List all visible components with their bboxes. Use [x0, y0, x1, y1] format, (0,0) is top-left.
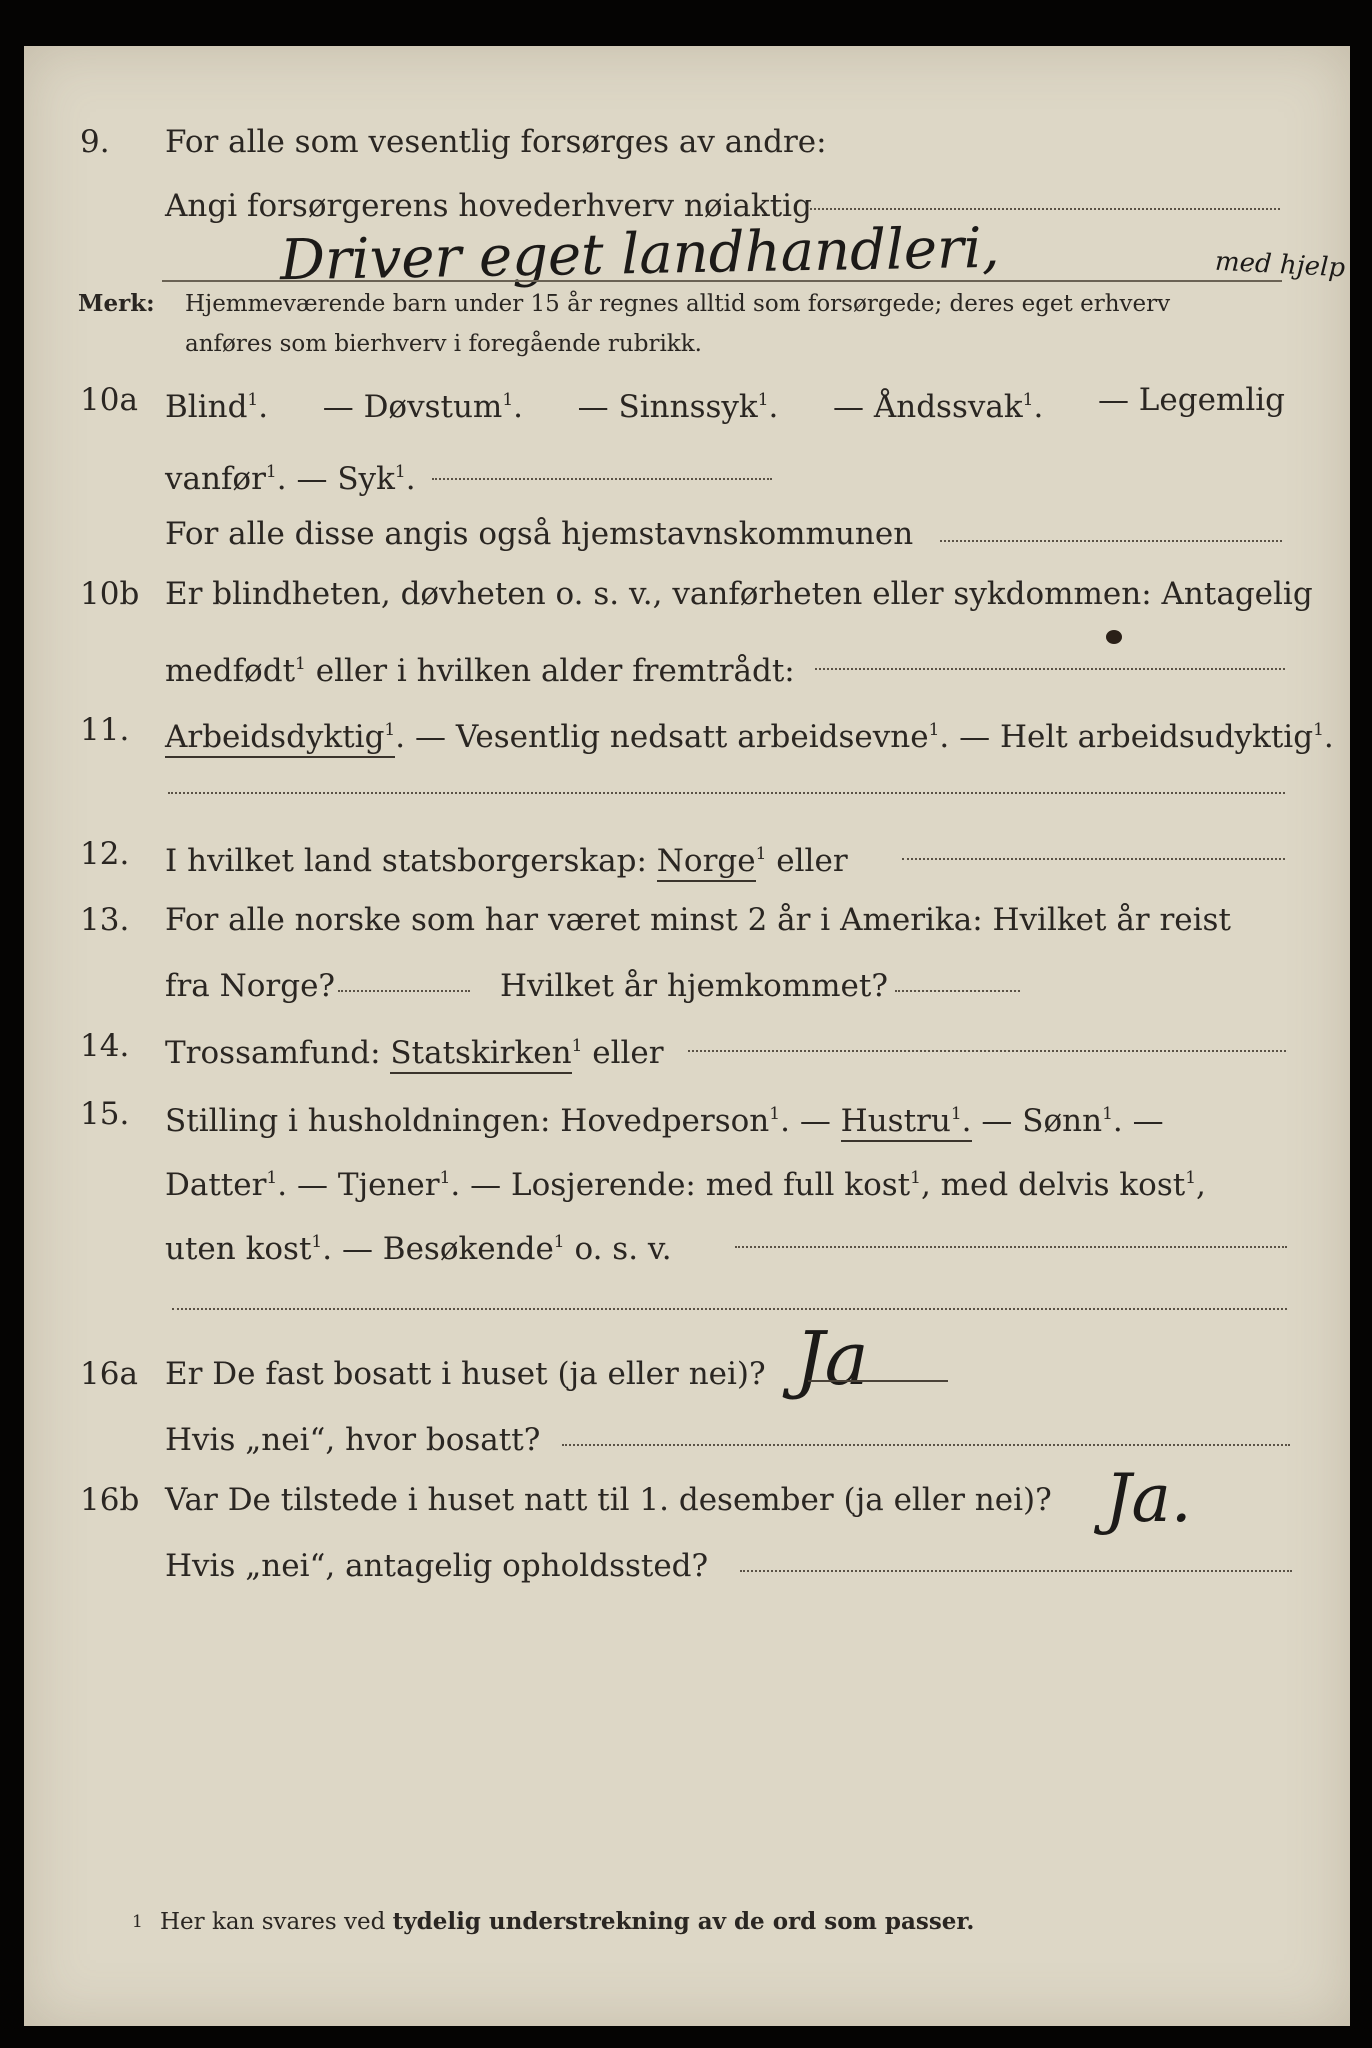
q11-leader [168, 792, 1285, 794]
merk-label: Merk: [78, 290, 155, 317]
q16a-line1 [0, 1346, 1372, 1402]
q15-hustru-underlined[interactable]: Hustru$^1$. [841, 1103, 972, 1142]
q10a-legemlig[interactable]: — Legemlig [1097, 382, 1285, 418]
q10a-hjemstavn: For alle disse angis også hjemstavnskommunen [165, 516, 914, 552]
q15-text-2: Datter$^1$. — Tjener$^1$. — Losjerende: med full kost$^1$, med delvis kost$^1$, [165, 1167, 1206, 1203]
q10b-text: Er blindheten, døvheten o. s. v., vanførheten eller sykdommen: Antagelig [165, 576, 1313, 612]
q10b-medfodt[interactable]: medfødt$^1$ eller i hvilken alder fremtrådt: [165, 653, 795, 689]
q9-answer-line [162, 280, 1282, 282]
q9-handwritten-extra[interactable]: med hjelp [1214, 246, 1346, 284]
merk-text-1: Hjemmeværende barn under 15 år regnes alltid som forsørgede; deres eget erhverv [185, 291, 1171, 317]
q12-line [0, 826, 1372, 882]
q15-line2 [0, 1150, 1372, 1206]
q10a-andssvak[interactable]: — Åndssvak$^1$. [833, 389, 1044, 425]
q10b-line2 [0, 636, 1372, 692]
q14-statskirken-underlined[interactable]: Statskirken [390, 1035, 571, 1074]
q15-leader-1 [735, 1246, 1287, 1248]
q15-text-1: Stilling i husholdningen: Hovedperson$^1$. — Hustru$^1$. — Sønn$^1$. — [165, 1086, 1164, 1149]
q14-line [0, 1018, 1372, 1074]
q16a-text: Er De fast bosatt i huset (ja eller nei)? [165, 1356, 766, 1392]
q16a-handwritten-answer[interactable]: Ja [795, 1316, 869, 1402]
q9-text: For alle som vesentlig forsørges av andre: [165, 124, 827, 160]
q10b-leader [815, 668, 1285, 670]
q15-text-3: uten kost$^1$. — Besøkende$^1$ o. s. v. [165, 1231, 672, 1267]
q11-options: Arbeidsdyktig$^1$. — Vesentlig nedsatt arbeidsevne$^1$. — Helt arbeidsudyktig$^1$. [165, 702, 1334, 765]
q10a-dovstum[interactable]: — Døvstum$^1$. [322, 389, 524, 425]
q10a-vanfor-syk[interactable]: vanfør$^1$. — Syk$^1$. [165, 461, 416, 497]
footnote-mark: 1 [132, 1912, 143, 1932]
q9-handwritten-answer[interactable]: Driver eget landhandleri, [279, 215, 1000, 294]
q16a-answer-line [808, 1380, 948, 1382]
q10b-number: 10b [80, 576, 140, 612]
q14-text: Trossamfund: Statskirken$^1$ eller [165, 1018, 664, 1081]
footnote-text: Her kan svares ved tydelig understrekning av de ord som passer. [160, 1908, 975, 1935]
q16b-opholdssted: Hvis „nei“, antagelig opholdssted? [165, 1548, 709, 1584]
q9-leader [810, 208, 1280, 210]
q15-number: 15. [80, 1096, 130, 1132]
q10a-number: 10a [80, 382, 138, 418]
q16b-leader [740, 1570, 1292, 1572]
q16b-number: 16b [80, 1482, 140, 1518]
q10a-line2 [0, 444, 1372, 500]
q9-question: Angi forsørgerens hovederhverv nøiaktig [165, 188, 812, 224]
q14-number: 14. [80, 1028, 130, 1064]
q13-text: For alle norske som har været minst 2 år i Amerika: Hvilket år reist [165, 902, 1231, 938]
footnote [0, 1902, 1372, 1942]
q11-line1 [0, 702, 1372, 758]
q13-reist: fra Norge? [165, 968, 336, 1004]
q13-line1 [0, 892, 1372, 948]
q10a-blind[interactable]: Blind$^1$. [165, 389, 269, 425]
q12-leader [902, 858, 1285, 860]
q16a-bosatt: Hvis „nei“, hvor bosatt? [165, 1422, 541, 1458]
q10a-line1 [0, 372, 1372, 428]
merk-text-2: anføres som bierhverv i foregående rubrikk. [185, 331, 702, 357]
q14-leader [688, 1050, 1286, 1052]
merk-line1 [0, 284, 1372, 324]
merk-line2 [0, 324, 1372, 364]
q10a-leader-2 [940, 540, 1282, 542]
q16b-handwritten-answer[interactable]: Ja. [1105, 1460, 1192, 1537]
q10a-options [165, 372, 1285, 435]
q12-number: 12. [80, 836, 130, 872]
q13-hjemkommet: Hvilket år hjemkommet? [500, 968, 888, 1004]
q10a-leader-1 [432, 478, 772, 480]
q13-leader-1 [338, 990, 470, 992]
q16b-text: Var De tilstede i huset natt til 1. desember (ja eller nei)? [165, 1482, 1052, 1518]
q16a-leader [562, 1444, 1290, 1446]
q10b-line1 [0, 566, 1372, 622]
q10a-line3 [0, 506, 1372, 562]
q16a-number: 16a [80, 1356, 138, 1392]
q13-line2 [0, 958, 1372, 1014]
q10a-sinnssyk[interactable]: — Sinnssyk$^1$. [577, 389, 779, 425]
q15-leader-2 [172, 1308, 1287, 1310]
q12-text: I hvilket land statsborgerskap: Norge$^1$ eller [165, 826, 848, 889]
q12-norge-underlined[interactable]: Norge [657, 843, 756, 882]
q15-line3 [0, 1214, 1372, 1270]
q9-number: 9. [80, 124, 110, 160]
q13-leader-2 [895, 990, 1020, 992]
q9-line1 [0, 114, 1372, 170]
q16b-line2 [0, 1538, 1372, 1594]
ink-blot [1106, 630, 1122, 644]
q15-line1 [0, 1086, 1372, 1142]
q13-number: 13. [80, 902, 130, 938]
q11-arbeidsdyktig-underlined[interactable]: Arbeidsdyktig$^1$ [165, 719, 395, 758]
q11-number: 11. [80, 712, 130, 748]
